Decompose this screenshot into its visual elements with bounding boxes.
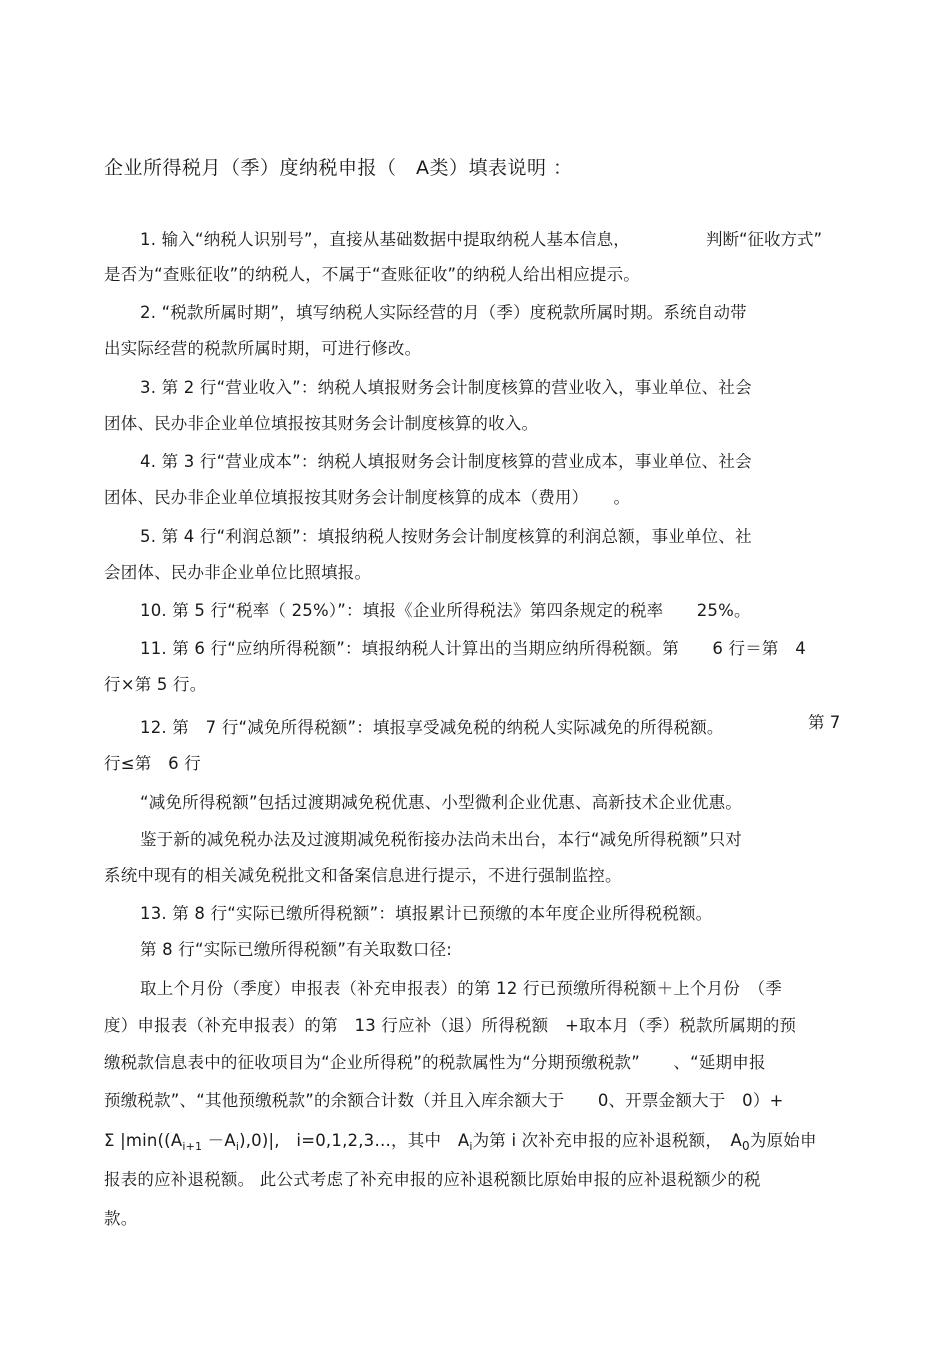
paragraph-line: 10. 第 5 行“税率（ 25%）”：填报《企业所得税法》第四条规定的税率 25%。 [140, 601, 751, 620]
paragraph-line: 团体、民办非企业单位填报按其财务会计制度核算的收入。 [104, 414, 539, 433]
paragraph-line: 1. 输入“纳税人识别号”，直接从基础数据中提取纳税人基本信息， [140, 230, 630, 249]
formula-text: 为第 i 次补充申报的应补退税额， A [472, 1131, 743, 1150]
formula-text: Σ |min((A [104, 1131, 183, 1150]
formula-subscript: i [469, 1140, 473, 1153]
paragraph-line: 是否为“查账征收”的纳税人，不属于“查账征收”的纳税人给出相应提示。 [104, 265, 640, 284]
formula-text: ),0)|, i=0,1,2,3…，其中 A [239, 1131, 470, 1150]
paragraph-line: 报表的应补退税额。 此公式考虑了补充申报的应补退税额比原始申报的应补退税额少的税 [104, 1170, 761, 1189]
paragraph-line: 12. 第 7 行“减免所得税额”：填报享受减免税的纳税人实际减免的所得税额。 [140, 718, 724, 737]
paragraph-line: 3. 第 2 行“营业收入”：纳税人填报财务会计制度核算的营业收入，事业单位、社会 [140, 378, 752, 397]
paragraph-line: “减免所得税额”包括过渡期减免税优惠、小型微利企业优惠、高新技术企业优惠。 [140, 793, 742, 812]
formula-subscript: i+1 [182, 1140, 203, 1153]
formula-text: 为原始申 [749, 1131, 817, 1150]
paragraph-line: 系统中现有的相关减免税批文和备案信息进行提示，不进行强制监控。 [104, 866, 622, 885]
paragraph-line: 行≤第 6 行 [104, 754, 201, 773]
document-title: 企业所得税月（季）度纳税申报（ A类）填表说明 ： [104, 157, 573, 179]
paragraph-line: 出实际经营的税款所属时期，可进行修改。 [104, 339, 422, 358]
paragraph-line: 缴税款信息表中的征收项目为“企业所得税”的税款属性为“分期预缴税款” 、“延期申报 [104, 1053, 766, 1072]
paragraph-line: 判断“征收方式” [706, 230, 823, 249]
paragraph-line: 会团体、民办非企业单位比照填报。 [104, 563, 372, 582]
formula-subscript: 0 [742, 1139, 750, 1153]
paragraph-line: 取上个月份（季度）申报表（补充申报表）的第 12 行已预缴所得税额＋上个月份 （季 [140, 979, 782, 998]
paragraph-line: 款。 [104, 1209, 138, 1228]
formula-line [104, 1127, 817, 1151]
formula-text: －A [202, 1131, 236, 1150]
paragraph-line: 团体、民办非企业单位填报按其财务会计制度核算的成本（费用） 。 [104, 488, 631, 507]
paragraph-line: 第 7 [808, 713, 841, 732]
paragraph-line: 鉴于新的减免税办法及过渡期减免税衔接办法尚未出台，本行“减免所得税额”只对 [140, 830, 742, 849]
paragraph-line: 度）申报表（补充申报表）的第 13 行应补（退）所得税额 +取本月（季）税款所属期的预 [104, 1016, 797, 1035]
formula-subscript: i [235, 1140, 240, 1153]
paragraph-line: 5. 第 4 行“利润总额”：填报纳税人按财务会计制度核算的利润总额，事业单位、社 [140, 527, 752, 546]
paragraph-line: 行×第 5 行。 [104, 675, 207, 694]
paragraph-line: 第 8 行“实际已缴所得税额”有关取数口径: [140, 940, 453, 959]
paragraph-line: 2. “税款所属时期”，填写纳税人实际经营的月（季）度税款所属时期。系统自动带 [140, 303, 747, 322]
paragraph-line: 13. 第 8 行“实际已缴所得税额”：填报累计已预缴的本年度企业所得税税额。 [140, 904, 713, 923]
paragraph-line: 预缴税款”、“其他预缴税款”的余额合计数（并且入库余额大于 0、开票金额大于 0）+ [104, 1091, 784, 1110]
paragraph-line: 11. 第 6 行“应纳所得税额”：填报纳税人计算出的当期应纳所得税额。第 6 行＝第 4 [140, 639, 807, 658]
paragraph-line: 4. 第 3 行“营业成本”：纳税人填报财务会计制度核算的营业成本，事业单位、社会 [140, 452, 752, 471]
